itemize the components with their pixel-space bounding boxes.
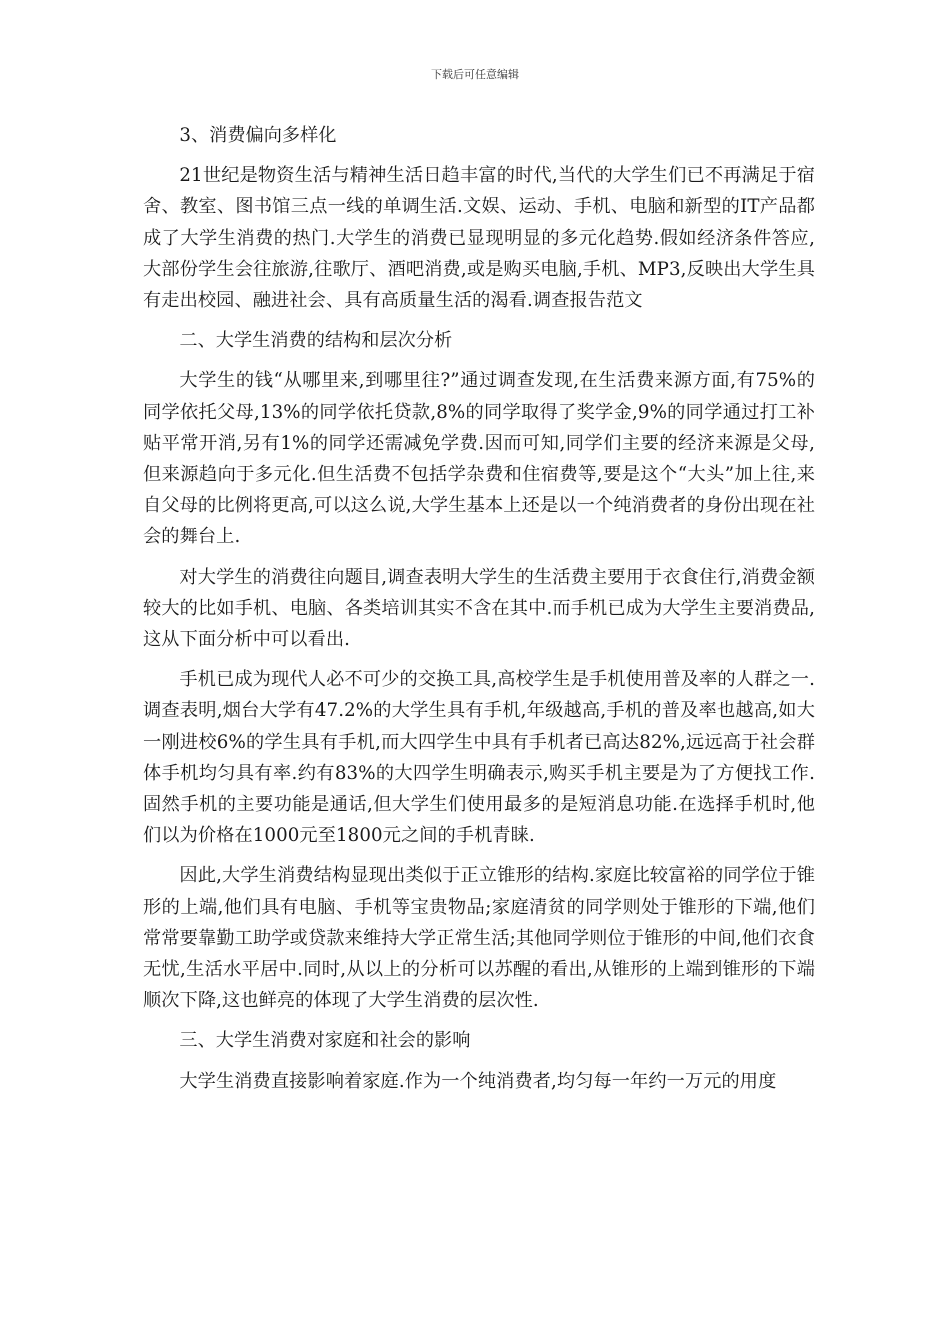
- paragraph-diversity: 21世纪是物资生活与精神生活日趋丰富的时代,当代的大学生们已不再满足于宿舍、教室、图书馆三点一线的单调生活.文娱、运动、手机、电脑和新型的IT产品都成了大学生消费的热门.大学生的消费已显现明显的多元化趋势.假如经济条件答应,大部份学生会往旅游,往歌厅、酒吧消费,或是购买电脑,手机、MP3,反映出大学生具有走出校园、融进社会、具有高质量生活的渴看.调查报告范文: [143, 165, 815, 312]
- spacer: [143, 851, 815, 860]
- paragraph-consumption-pyramid: 因此,大学生消费结构显现出类似于正立锥形的结构.家庭比较富裕的同学位于锥形的上端,他们具有电脑、手机等宝贵物品;家庭清贫的同学则处于锥形的下端,他们常常要靠勤工助学或贷款来维持大学正常生活;其他同学则位于锥形的中间,他们衣食无忧,生活水平居中.同时,从以上的分析可以苏醒的看出,从锥形的上端到锥形的下端顺次下降,这也鲜亮的体现了大学生消费的层次性.: [143, 865, 815, 1012]
- section-heading-consumption-diversity: 3、消费偏向多样化: [179, 125, 337, 146]
- paragraph-mobile-phones: 手机已成为现代人必不可少的交换工具,高校学生是手机使用普及率的人群之一.调查表明,烟台大学有47.2%的大学生具有手机,年级越高,手机的普及率也越高,如大一刚进校6%的学生具有手机,而大四学生中具有手机者已高达82%,远远高于社会群体手机均匀具有率.约有83%的大四学生明确表示,购买手机主要是为了方便找工作.固然手机的主要功能是通话,但大学生们使用最多的是短消息功能.在选择手机时,他们以为价格在1000元至1800元之间的手机青睐.: [143, 669, 815, 847]
- document-body: [143, 120, 815, 1097]
- page-header-note: 下载后可任意编辑: [431, 68, 519, 81]
- paragraph-money-sources: 大学生的钱“从哪里来,到哪里往?”通过调查发现,在生活费来源方面,有75%的同学依托父母,13%的同学依托贷款,8%的同学取得了奖学金,9%的同学通过打工补贴平常开消,另有1%的同学还需减免学费.因而可知,同学们主要的经济来源是父母,但来源趋向于多元化.但生活费不包括学杂费和住宿费等,要是这个“大头”加上往,来自父母的比例将更高,可以这么说,大学生基本上还是以一个纯消费者的身份出现在社会的舞台上.: [143, 370, 815, 548]
- spacer: [143, 1057, 815, 1066]
- paragraph-spending-direction: 对大学生的消费往向题目,调查表明大学生的生活费主要用于衣食住行,消费金额较大的比如手机、电脑、各类培训其实不含在其中.而手机已成为大学生主要消费品,这从下面分析中可以看出.: [143, 566, 815, 651]
- spacer: [143, 316, 815, 325]
- spacer: [143, 356, 815, 365]
- spacer: [143, 151, 815, 160]
- section-heading-family-society-impact: 三、大学生消费对家庭和社会的影响: [179, 1030, 471, 1052]
- spacer: [143, 1016, 815, 1025]
- spacer: [143, 553, 815, 562]
- section-heading-structure-analysis: 二、大学生消费的结构和层次分析: [179, 330, 453, 352]
- spacer: [143, 655, 815, 664]
- paragraph-family-impact: 大学生消费直接影响着家庭.作为一个纯消费者,均匀每一年约一万元的用度: [179, 1070, 777, 1092]
